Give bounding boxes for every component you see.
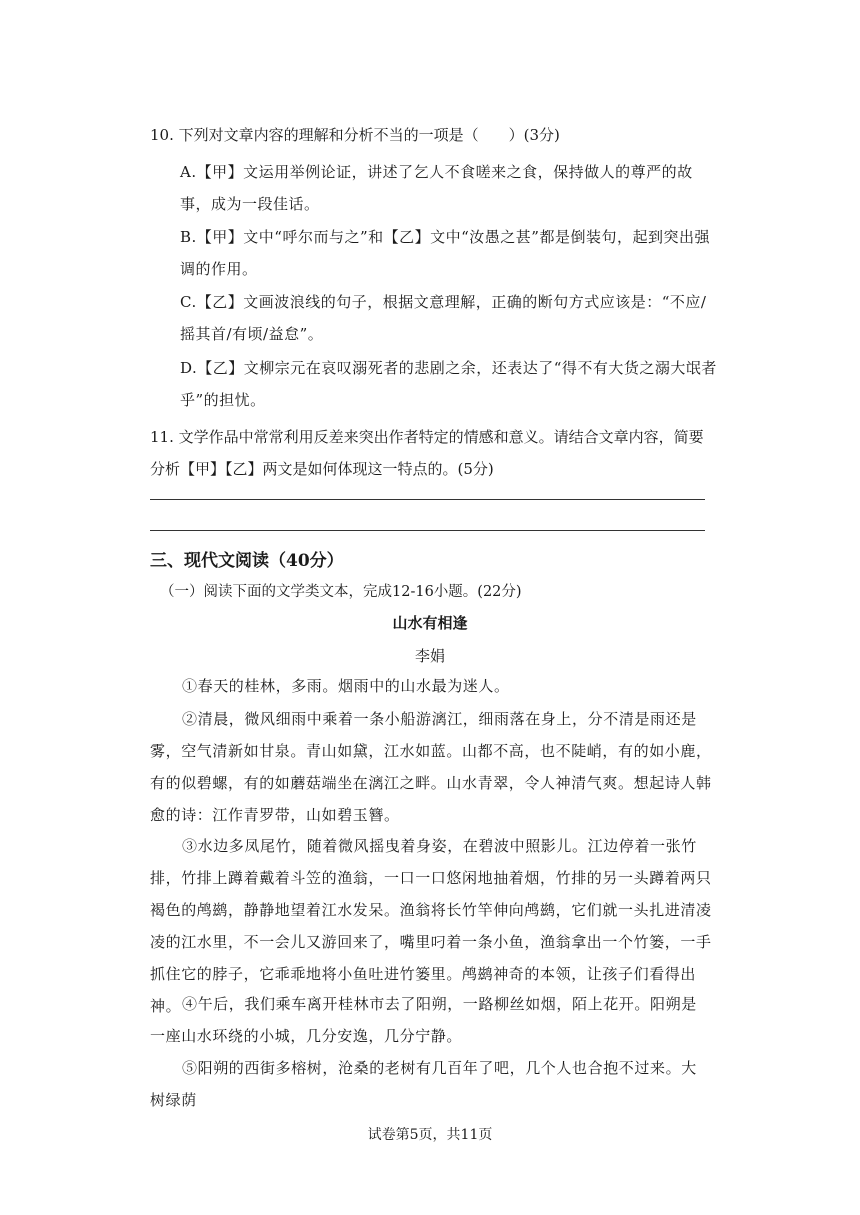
question-10: 10. 下列对文章内容的理解和分析不当的一项是（ ）(3分) xyxy=(150,126,560,144)
article-paragraph-5: ⑤阳朔的西街多榕树，沧桑的老树有几百年了吧，几个人也合抱不过来。大树绿荫 xyxy=(150,1059,697,1109)
article-paragraph-1: ①春天的桂林，多雨。烟雨中的山水最为迷人。 xyxy=(182,677,510,695)
question-10-option-b: B.【甲】文中“呼尔而与之”和【乙】文中“汝愚之甚”都是倒装句，起到突出强调的作用。 xyxy=(180,228,710,278)
question-10-option-a: A.【甲】文运用举例论证，讲述了乞人不食嗟来之食，保持做人的尊严的故事，成为一段佳话。 xyxy=(180,163,693,213)
answer-line xyxy=(150,530,705,531)
question-10-option-d: D.【乙】文柳宗元在哀叹溺死者的悲剧之余，还表达了“得不有大货之溺大氓者乎”的担忧。 xyxy=(180,359,717,409)
section-subtitle: （一）阅读下面的文学类文本，完成12-16小题。(22分) xyxy=(160,584,522,600)
article-title: 山水有相逢 xyxy=(392,614,468,632)
article-paragraph-3: ③水边多凤尾竹，随着微风摇曳着身姿，在碧波中照影儿。江边停着一张竹排，竹排上蹲着戴着斗笠的渔翁，一口一口悠闲地抽着烟，竹排的另一头蹲着两只褐色的鸬鹚，静静地望着江水发呆。渔翁将长竹竿伸向鸬鹚，它们就一头扎进清凌凌的江水里，不一会儿又游回来了，嘴里叼着一条小鱼，渔翁拿出一个竹篓，一手抓住它的脖子，它乖乖地将小鱼吐进竹篓里。鸬鹚神奇的本领，让孩子们看得出神。 xyxy=(150,837,712,1015)
page-footer: 试卷第5页，共11页 xyxy=(367,1127,493,1143)
article-paragraph-4: ④午后，我们乘车离开桂林市去了阳朔，一路柳丝如烟，陌上花开。阳朔是一座山水环绕的小城，几分安逸，几分宁静。 xyxy=(150,995,697,1045)
question-10-option-c: C.【乙】文画波浪线的句子，根据文意理解，正确的断句方式应该是：“不应/摇其首/有顷/益怠”。 xyxy=(180,293,707,343)
article-paragraph-2: ②清晨，微风细雨中乘着一条小船游漓江，细雨落在身上，分不清是雨还是雾，空气清新如甘泉。青山如黛，江水如蓝。山都不高，也不陡峭，有的如小鹿，有的似碧螺，有的如蘑菇端坐在漓江之畔。山水青翠，令人神清气爽。想起诗人韩愈的诗：江作青罗带，山如碧玉簪。 xyxy=(150,710,712,824)
answer-line xyxy=(150,499,705,500)
article-author: 李娟 xyxy=(414,647,445,665)
question-11: 11. 文学作品中常常利用反差来突出作者特定的情感和意义。请结合文章内容，简要分析【甲】【乙】两文是如何体现这一特点的。(5分) xyxy=(150,428,704,478)
section-title: 三、现代文阅读（40分） xyxy=(150,551,344,571)
